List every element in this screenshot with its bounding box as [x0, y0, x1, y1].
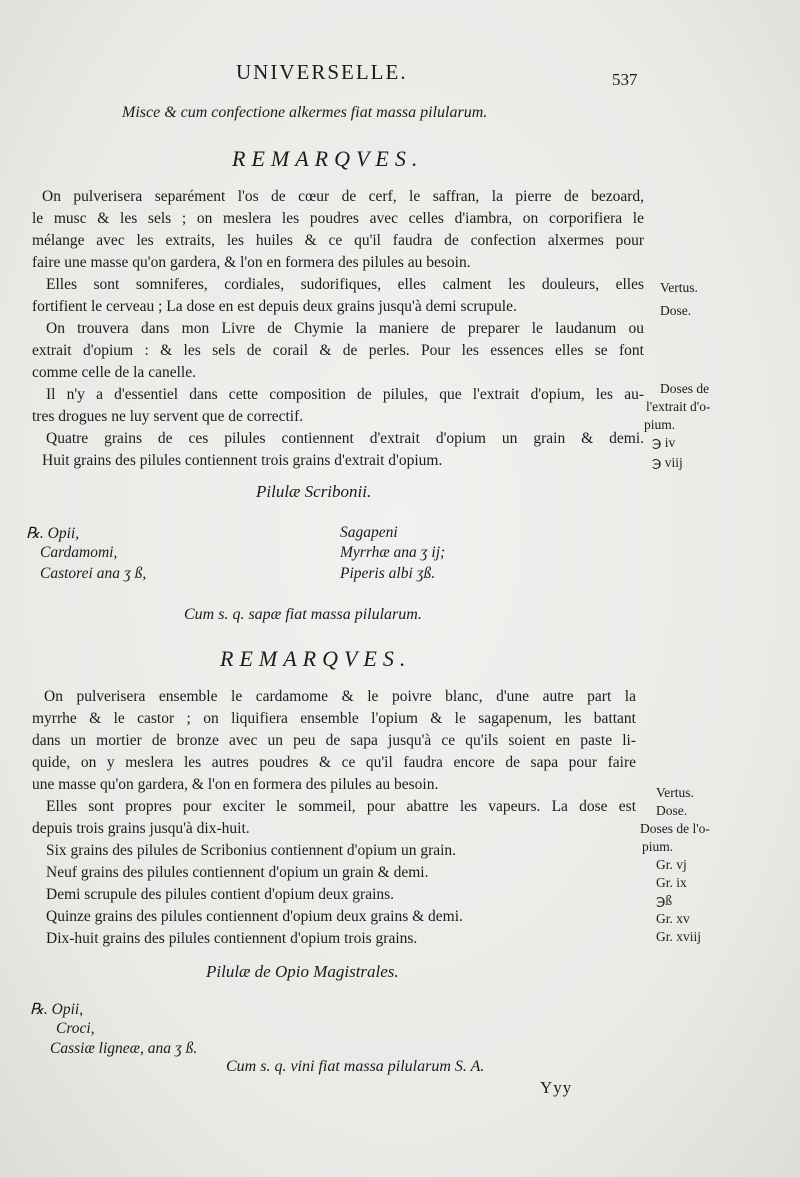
recipe-ingredient: Cardamomi,: [40, 544, 118, 561]
remarques-heading: REMARQVES.: [232, 146, 424, 171]
signature-mark: Yyy: [540, 1078, 573, 1097]
margin-note-dose: Dose.: [660, 303, 692, 318]
margin-note-doses: Doses de l'o-: [640, 821, 710, 836]
remarques-heading: REMARQVES.: [220, 646, 412, 671]
running-title: UNIVERSELLE.: [236, 60, 408, 84]
margin-note-doses: l'extrait d'o-: [646, 399, 711, 414]
text-line: Demi scrupule des pilules contient d'opium deux grains.: [46, 886, 395, 903]
text-line: tres drogues ne luy servent que de correctif.: [32, 408, 304, 425]
text-line: Quatre grains de ces pilules contiennent d'extrait d'opium un grain & demi.: [46, 430, 644, 447]
recipe-closing: Misce & cum confectione alkermes fiat massa pilularum.: [122, 104, 488, 121]
margin-note-dose-value: Gr. xviij: [656, 929, 702, 944]
margin-note-vertus: Vertus.: [660, 280, 698, 295]
recipe-ingredient: Piperis albi ʒß.: [340, 565, 436, 582]
text-line: Dix-huit grains des pilules contiennent d'opium trois grains.: [46, 930, 418, 947]
recipe-ingredient: ℞. Opii,: [26, 525, 80, 542]
text-line: depuis trois grains jusqu'à dix-huit.: [32, 820, 250, 837]
recipe-title: Pilulæ de Opio Magistrales.: [206, 962, 399, 981]
margin-note-dose-value: Gr. vj: [656, 857, 687, 872]
recipe-ingredient: Croci,: [56, 1020, 95, 1037]
margin-note-dose-value: ℈ iv: [652, 435, 676, 450]
text-line: On pulverisera ensemble le cardamome & le poivre blanc, d'une autre part la: [44, 688, 636, 705]
margin-note-vertus: Vertus.: [656, 785, 694, 800]
text-line: une masse qu'on gardera, & l'on en formera des pilules au besoin.: [32, 776, 439, 793]
margin-note-dose-value: Gr. ix: [656, 875, 687, 890]
text-line: faire une masse qu'on gardera, & l'on en formera des pilules au besoin.: [32, 254, 471, 271]
text-line: quide, on y meslera les autres poudres & ce qu'il faudra encore de sapa pour faire: [32, 754, 636, 771]
text-line: mélange avec les extraits, les huiles & ce qu'il faudra de confection alxermes pour: [32, 232, 644, 249]
margin-note-dose: Dose.: [656, 803, 688, 818]
text-line: Six grains des pilules de Scribonius contiennent d'opium un grain.: [46, 842, 457, 859]
recipe-ingredient: Sagapeni: [340, 524, 398, 541]
recipe-ingredient: Castorei ana ʒ ß,: [40, 565, 147, 582]
text-line: Il n'y a d'essentiel dans cette composition de pilules, que l'extrait d'opium, les au-: [46, 386, 644, 403]
text-line: le musc & les sels ; on meslera les poudres avec celles d'iambra, on corporifiera le: [32, 210, 644, 227]
recipe-closing: Cum s. q. vini fiat massa pilularum S. A.: [226, 1058, 485, 1075]
recipe-ingredient: ℞. Opii,: [30, 1001, 84, 1018]
recipe-title: Pilulæ Scribonii.: [256, 482, 372, 501]
margin-note-doses: pium.: [644, 417, 676, 432]
text-line: extrait d'opium : & les sels de corail & de perles. Pour les essences elles se font: [32, 342, 644, 359]
margin-note-dose-value: Gr. xv: [656, 911, 690, 926]
text-line: dans un mortier de bronze avec un peu de sapa jusqu'à ce qu'ils soient en paste li-: [32, 732, 636, 749]
text-line: On trouvera dans mon Livre de Chymie la maniere de preparer le laudanum ou: [46, 320, 644, 337]
page-number: 537: [612, 70, 638, 89]
text-line: Elles sont propres pour exciter le sommeil, pour abattre les vapeurs. La dose est: [46, 798, 636, 815]
margin-note-dose-value: ℈ß: [656, 893, 673, 908]
text-line: On pulverisera separément l'os de cœur de cerf, le saffran, la pierre de bezoard,: [42, 188, 644, 205]
recipe-ingredient: Myrrhæ ana ʒ ij;: [340, 544, 446, 561]
text-line: fortifient le cerveau ; La dose en est depuis deux grains jusqu'à demi scrupule.: [32, 298, 517, 315]
text-line: Quinze grains des pilules contiennent d'opium deux grains & demi.: [46, 908, 463, 925]
margin-note-doses: Doses de: [660, 381, 710, 396]
margin-note-dose-value: ℈ viij: [652, 455, 683, 470]
text-line: Huit grains des pilules contiennent trois grains d'extrait d'opium.: [42, 452, 443, 469]
text-line: Elles sont somniferes, cordiales, sudorifiques, elles calment les douleurs, elles: [46, 276, 644, 293]
text-line: comme celle de la canelle.: [32, 364, 196, 381]
recipe-ingredient: Cassiæ ligneæ, ana ʒ ß.: [50, 1040, 198, 1057]
text-line: myrrhe & le castor ; on liquifiera ensemble l'opium & le sagapenum, les battant: [32, 710, 636, 727]
recipe-closing: Cum s. q. sapæ fiat massa pilularum.: [184, 606, 422, 623]
margin-note-doses: pium.: [642, 839, 674, 854]
text-line: Neuf grains des pilules contiennent d'opium un grain & demi.: [46, 864, 429, 881]
